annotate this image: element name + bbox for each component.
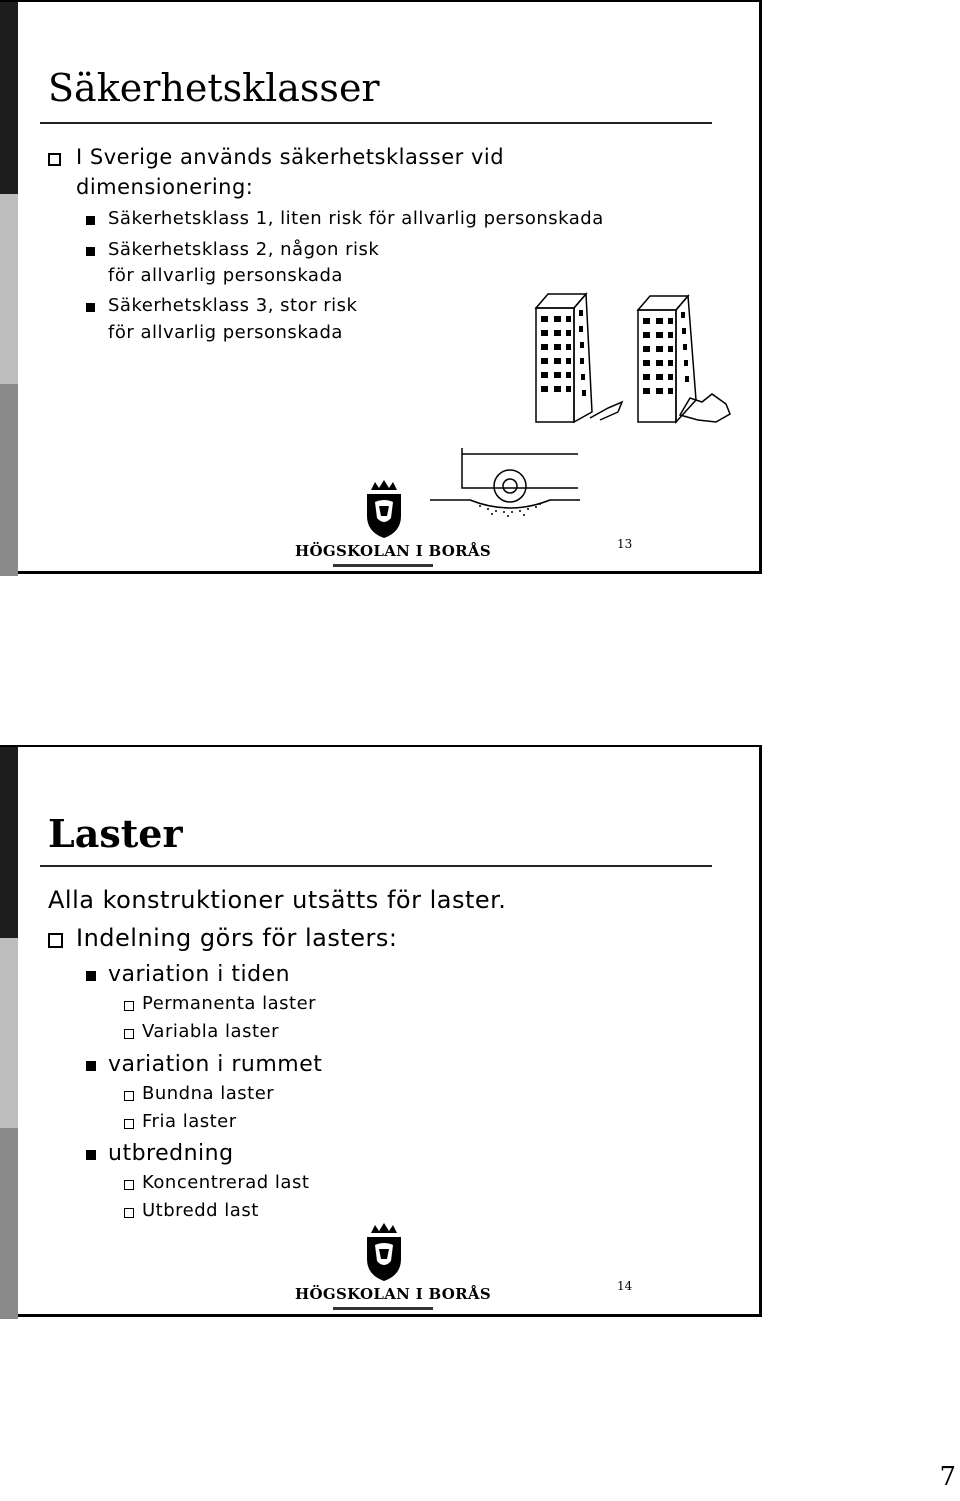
square-bullet-icon [86,1061,96,1071]
square-bullet-icon [86,971,96,981]
list-item: Säkerhetsklass 3, stor risk [108,295,358,316]
university-logo [295,480,491,570]
crowned-shield-crest-icon [357,1223,411,1283]
list-item: för allvarlig personskada [108,265,343,286]
slide-page-number: 14 [617,1279,633,1293]
hollow-square-bullet-icon [124,1001,134,1011]
list-item: Koncentrerad last [142,1172,310,1193]
hollow-square-bullet-icon [124,1180,134,1190]
list-item: Variabla laster [142,1021,279,1042]
slide-page-number: 13 [617,537,633,551]
intro-line: I Sverige används säkerhetsklasser vid [76,145,505,169]
hollow-square-bullet-icon [48,153,61,166]
logo-subtitle-band [333,1307,433,1310]
crowned-shield-crest-icon [357,480,411,540]
document-page-number: 7 [939,1462,956,1492]
list-item: Permanenta laster [142,993,317,1014]
group-label: utbredning [108,1141,234,1166]
slide-title: Laster [48,811,183,856]
list-item: Säkerhetsklass 2, någon risk [108,239,380,260]
logo-text: HÖGSKOLAN I BORÅS [295,542,491,560]
hollow-square-bullet-icon [124,1029,134,1039]
list-item: för allvarlig personskada [108,322,343,343]
square-bullet-icon [86,303,95,312]
intro-line: Alla konstruktioner utsätts för laster. [48,886,507,914]
title-divider [40,865,712,867]
university-logo [295,1223,491,1313]
group-label: variation i rummet [108,1052,323,1077]
intro-line: dimensionering: [76,175,254,199]
slide-14 [0,745,762,1317]
list-item: Fria laster [142,1111,237,1132]
square-bullet-icon [86,247,95,256]
slide-sidebar [0,747,18,1314]
list-item: Säkerhetsklass 1, liten risk för allvarlig personskada [108,208,604,229]
hollow-square-bullet-icon [48,933,63,948]
square-bullet-icon [86,1150,96,1160]
list-item: Utbredd last [142,1200,259,1221]
division-heading: Indelning görs för lasters: [76,924,398,952]
group-label: variation i tiden [108,962,291,987]
list-item: Bundna laster [142,1083,275,1104]
hollow-square-bullet-icon [124,1091,134,1101]
hollow-square-bullet-icon [124,1208,134,1218]
logo-text: HÖGSKOLAN I BORÅS [295,1285,491,1303]
hollow-square-bullet-icon [124,1119,134,1129]
square-bullet-icon [86,216,95,225]
slide-13 [0,0,762,574]
slide-sidebar [0,2,18,571]
slide-title: Säkerhetsklasser [48,66,380,110]
logo-subtitle-band [333,564,433,567]
title-divider [40,122,712,124]
collapsing-buildings-illustration [530,290,735,430]
